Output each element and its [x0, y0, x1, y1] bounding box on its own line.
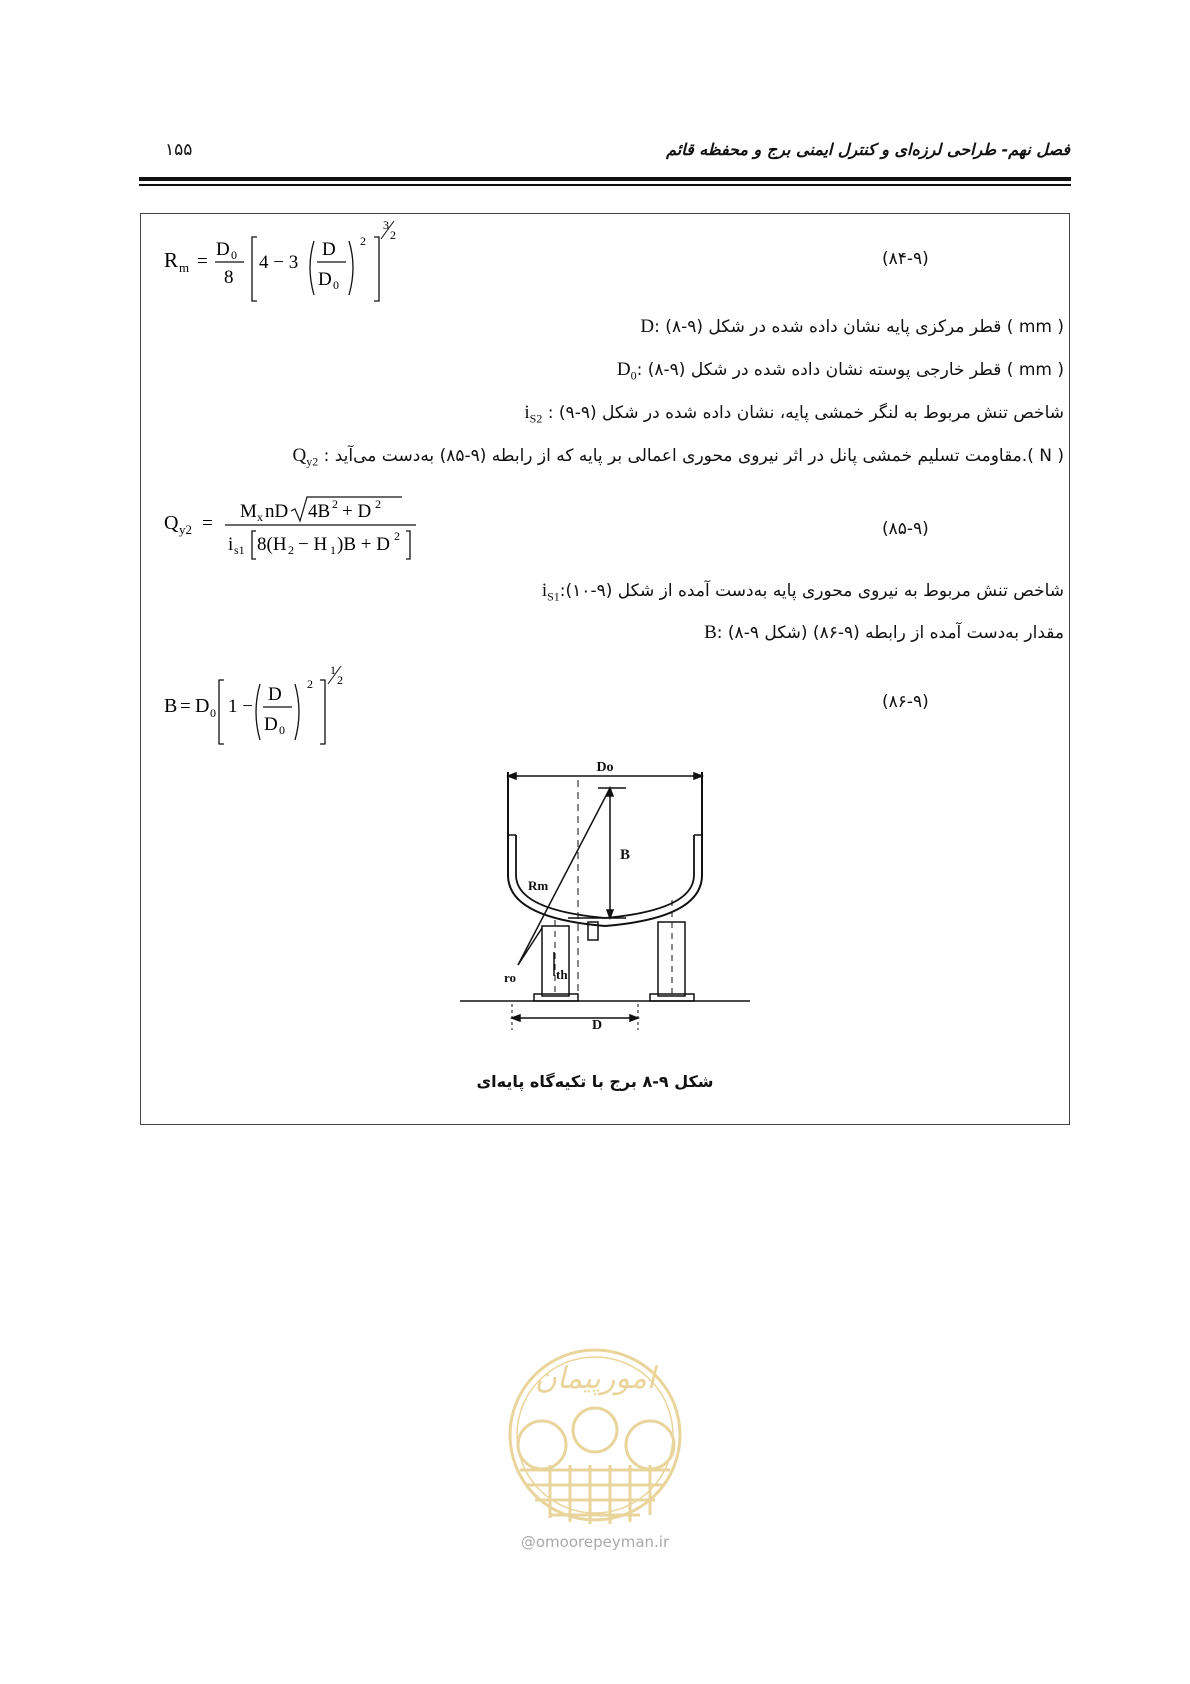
equation-85 — [160, 493, 430, 563]
chapter-title: فصل نهم- طراحی لرزه‌ای و کنترل ایمنی برج و محفظه قائم — [666, 140, 1070, 159]
eq84-lhs: R — [164, 248, 179, 272]
svg-text:2: 2 — [360, 234, 366, 248]
svg-text:8(H: 8(H — [257, 534, 287, 555]
svg-text:y2: y2 — [179, 522, 192, 537]
definition-D0: $D_0$: قطر خارجی پوسته نشان داده شده در شکل (۹-۸) ( mm ) — [616, 359, 1064, 383]
figure-caption: شکل ۹-۸ برج با تکیه‌گاه پایه‌ای — [476, 1072, 714, 1091]
svg-text:1: 1 — [330, 543, 336, 557]
definition-iS2: $i_{S2}$ : شاخص تنش مربوط به لنگر خمشی پایه، نشان داده شده در شکل (۹-۹) — [524, 402, 1064, 426]
eq84-lhs-sub: m — [179, 260, 190, 275]
header-rule-thin — [139, 184, 1071, 186]
svg-text:3: 3 — [383, 218, 389, 232]
svg-text:nD: nD — [265, 501, 289, 522]
svg-text:4 − 3: 4 − 3 — [259, 252, 299, 273]
svg-text:D: D — [264, 714, 278, 735]
svg-text:)B + D: )B + D — [337, 534, 390, 555]
figure-label-Rm: Rm — [528, 878, 549, 893]
equation-85-label: (۸۵-۹) — [882, 519, 929, 539]
svg-text:B: B — [164, 695, 178, 717]
figure-label-ro: ro — [504, 970, 517, 985]
svg-text:1: 1 — [330, 663, 336, 677]
svg-text:2: 2 — [337, 673, 343, 687]
header-rule-thick — [139, 177, 1071, 181]
svg-text:2: 2 — [332, 497, 338, 511]
svg-text:0: 0 — [210, 706, 216, 720]
watermark-website: @omoorepeyman.ir — [520, 1533, 670, 1551]
equation-86 — [160, 660, 380, 750]
svg-text:2: 2 — [375, 497, 381, 511]
definition-iS1: $i_{S1}:شاخص$ تنش مربوط به نیروی محوری پایه به‌دست آمده از شکل (۹-۱۰) — [541, 580, 1064, 604]
svg-text:x: x — [257, 510, 263, 524]
definition-B: B: مقدار به‌دست آمده از رابطه (۹-۸۶) (شکل ۹-۸) — [704, 622, 1064, 643]
figure-label-th: th — [556, 967, 568, 982]
svg-text:D: D — [268, 684, 282, 705]
definition-D: D: قطر مرکزی پایه نشان داده شده در شکل (۹-۸) ( mm ) — [640, 316, 1064, 337]
svg-text:8: 8 — [224, 267, 234, 288]
svg-text:2: 2 — [288, 543, 294, 557]
svg-text:=: = — [202, 513, 213, 534]
svg-text:2: 2 — [394, 529, 400, 543]
figure-label-D0: Do — [596, 760, 614, 775]
definition-Qy2: $Q_{y2}$ : مقاومت تسلیم خمشی پانل در اثر نیروی محوری اعمالی بر پایه که از رابطه (۹-۸۵) به‌دست می‌آید.( N ) — [292, 445, 1064, 469]
figure-tower-diagram — [460, 750, 750, 1055]
svg-text:=: = — [180, 696, 191, 717]
watermark-logo-text: امورپیمان — [534, 1361, 656, 1396]
eq84-D0: D — [216, 239, 230, 260]
svg-text:4B: 4B — [308, 501, 331, 522]
watermark-logo — [480, 1330, 710, 1530]
equation-84-label: (۸۴-۹) — [882, 249, 929, 269]
svg-text:0: 0 — [231, 248, 237, 262]
svg-text:=: = — [197, 251, 208, 272]
equation-86-label: (۸۶-۹) — [882, 692, 929, 712]
equation-84 — [160, 215, 400, 305]
svg-text:s1: s1 — [234, 543, 245, 557]
figure-label-D: D — [592, 1018, 603, 1033]
svg-text:2: 2 — [307, 677, 313, 691]
svg-text:Q: Q — [164, 512, 179, 534]
svg-text:M: M — [240, 501, 257, 522]
svg-text:1 −: 1 − — [228, 696, 253, 717]
svg-text:D: D — [322, 239, 336, 260]
svg-text:+ D: + D — [342, 501, 372, 522]
figure-label-B: B — [620, 847, 631, 863]
svg-text:i: i — [228, 534, 234, 555]
page-number: ۱۵۵ — [165, 140, 193, 160]
svg-text:D: D — [195, 695, 210, 717]
svg-text:D: D — [318, 269, 332, 290]
svg-text:0: 0 — [333, 278, 339, 292]
svg-text:− H: − H — [298, 534, 328, 555]
svg-text:2: 2 — [390, 228, 396, 242]
svg-text:0: 0 — [279, 723, 285, 737]
at-icon: @ — [520, 1533, 536, 1551]
